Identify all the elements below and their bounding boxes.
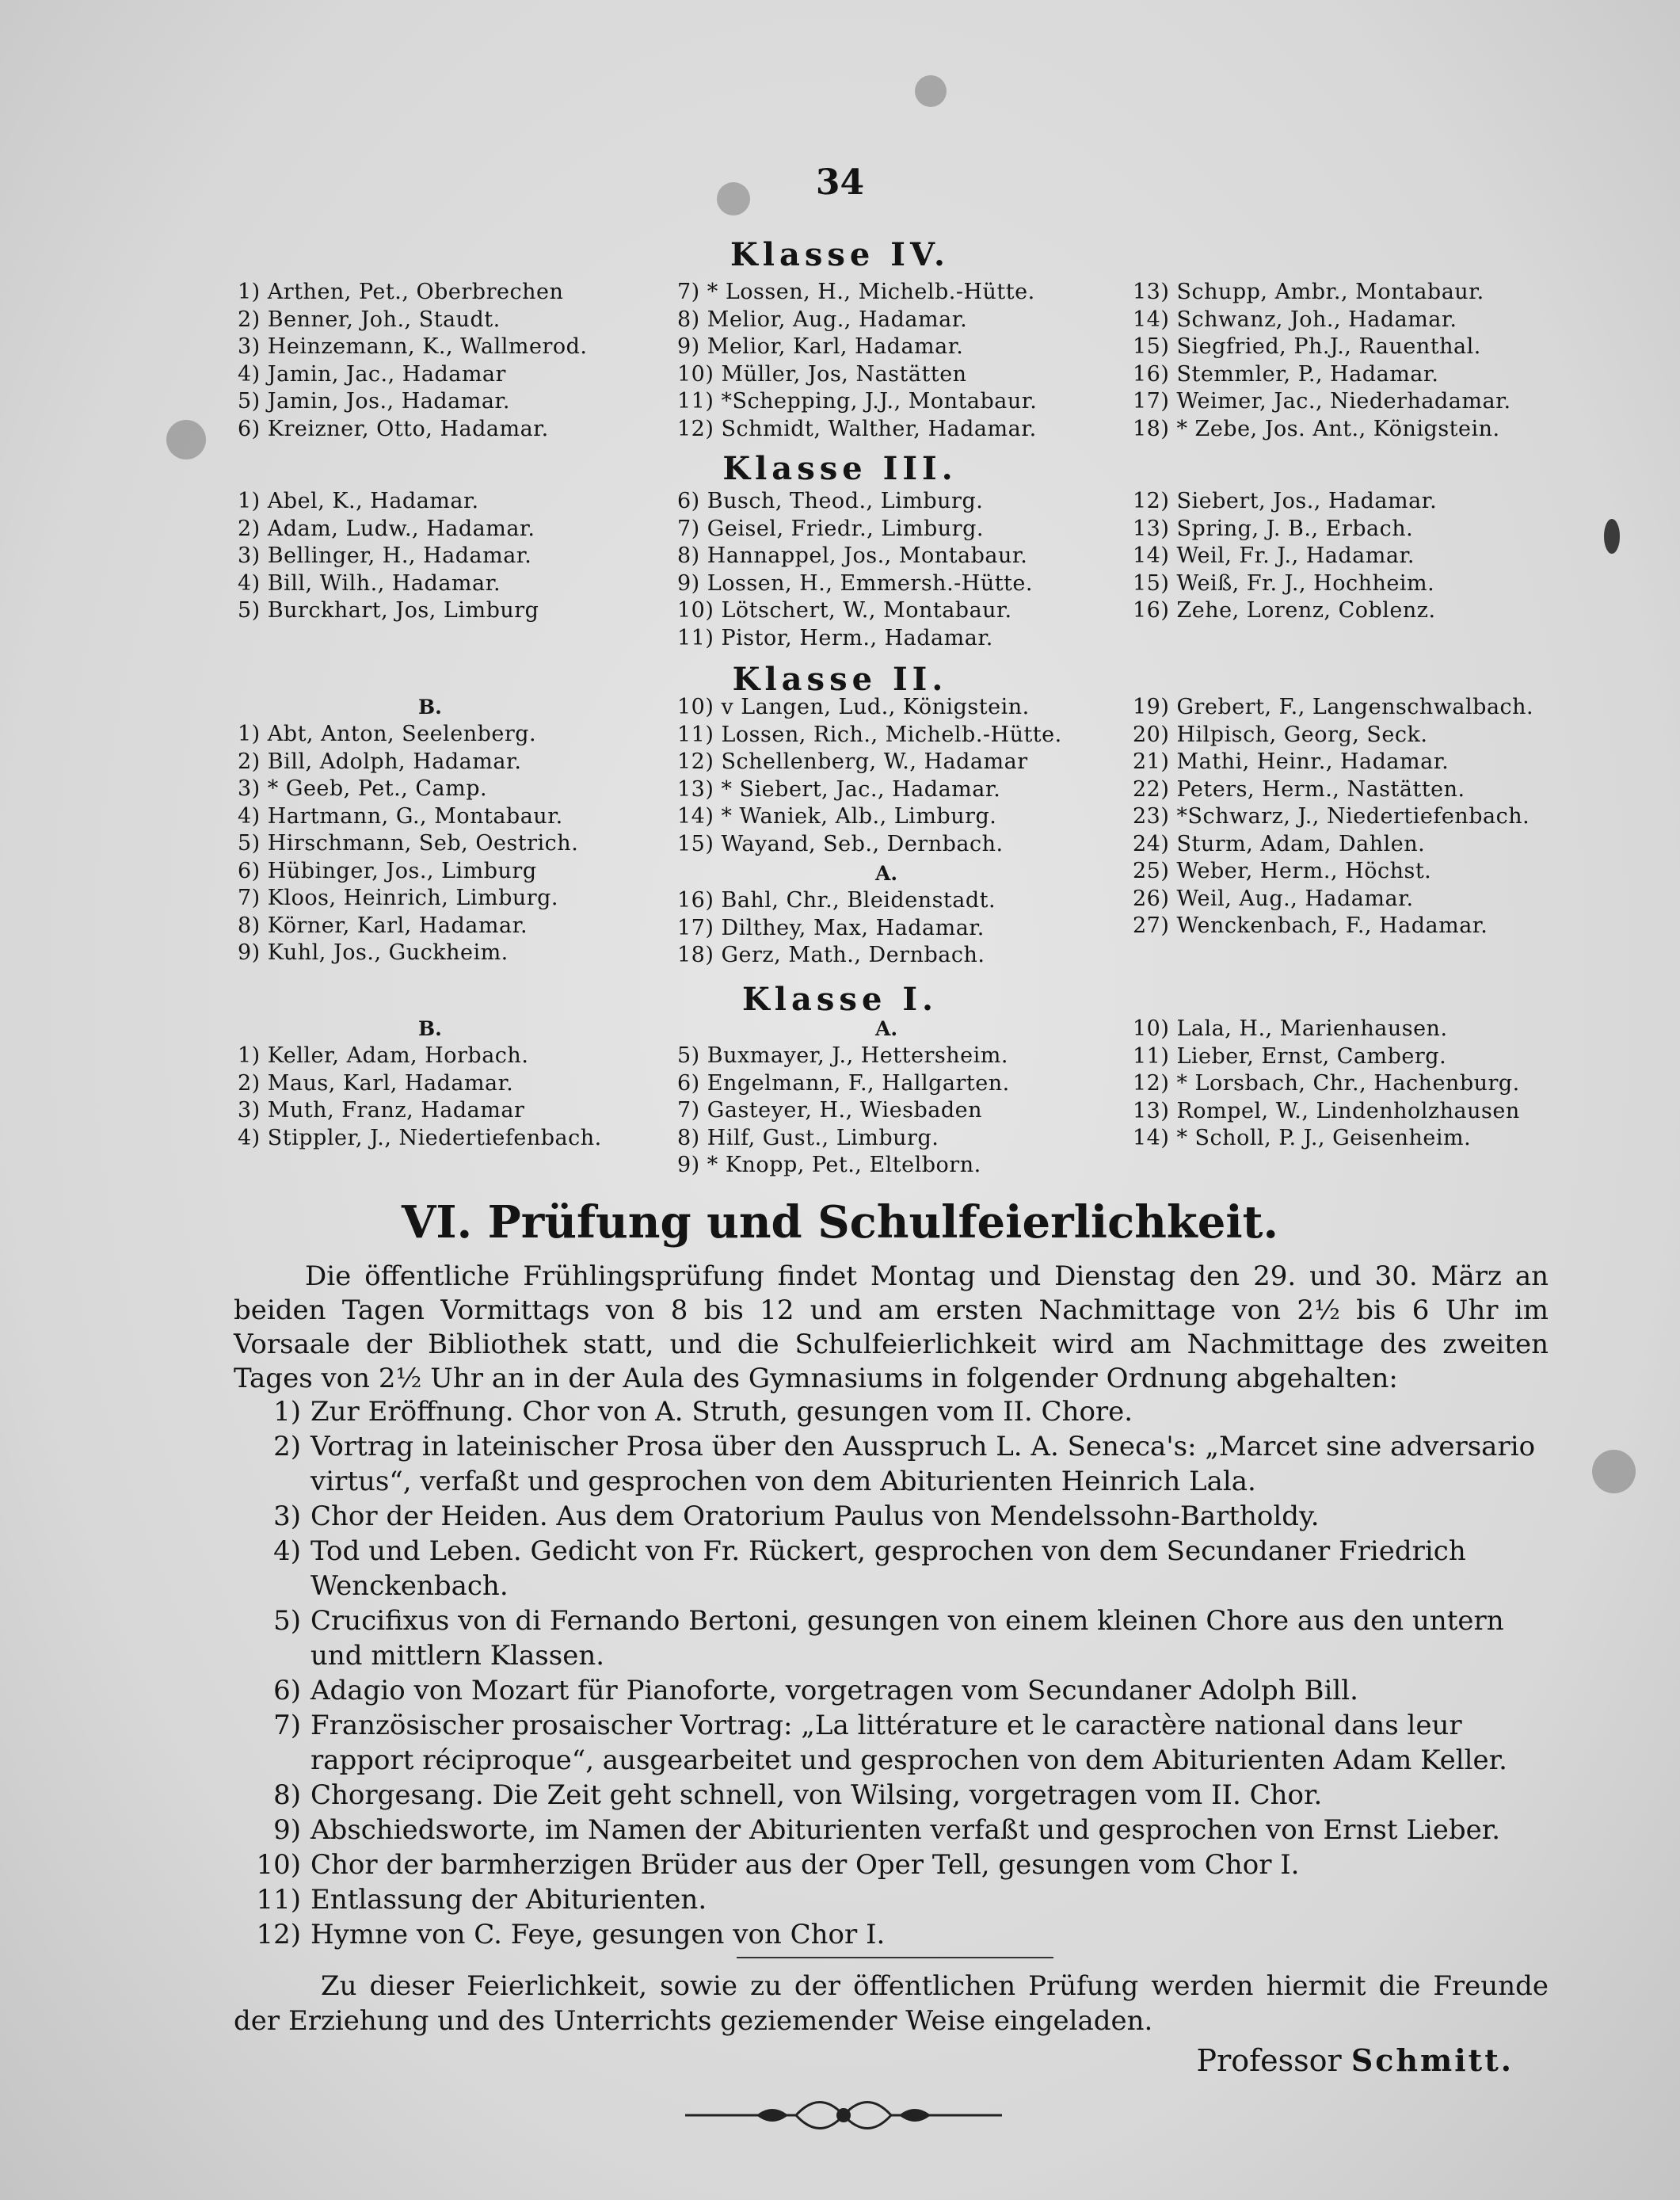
list-item: 5) Buxmayer, J., Hettersheim. bbox=[677, 1043, 1008, 1068]
list-item: 11) Lossen, Rich., Michelb.-Hütte. bbox=[677, 722, 1062, 747]
list-item: 1) Abt, Anton, Seelenberg. bbox=[238, 722, 537, 746]
program-number: 9) bbox=[273, 1814, 301, 1846]
list-item: 17) Weimer, Jac., Niederhadamar. bbox=[1133, 389, 1511, 414]
list-item: 3) Heinzemann, K., Wallmerod. bbox=[238, 334, 588, 359]
list-item: 18) * Zebe, Jos. Ant., Königstein. bbox=[1133, 416, 1500, 441]
klasse-iv-col1 bbox=[238, 279, 588, 443]
program-number: 8) bbox=[273, 1779, 301, 1811]
list-item: 19) Grebert, F., Langenschwalbach. bbox=[1133, 695, 1534, 719]
program-text: Tod und Leben. Gedicht von Fr. Rückert, gesprochen von dem Secundaner Friedrich Wenckenbach. bbox=[310, 1535, 1466, 1602]
program-number: 6) bbox=[273, 1675, 301, 1706]
list-item: 17) Dilthey, Max, Hadamar. bbox=[677, 915, 985, 940]
program-number: 12) bbox=[256, 1919, 301, 1950]
list-item: 6) Hübinger, Jos., Limburg bbox=[238, 858, 537, 883]
list-item: 2) Bill, Adolph, Hadamar. bbox=[238, 749, 522, 774]
program-text: Chorgesang. Die Zeit geht schnell, von Wilsing, vorgetragen vom II. Chor. bbox=[310, 1779, 1323, 1811]
list-item: 4) Bill, Wilh., Hadamar. bbox=[238, 570, 501, 596]
klasse-ii-col2a bbox=[677, 694, 1062, 858]
list-item: 8) Hilf, Gust., Limburg. bbox=[677, 1125, 939, 1150]
list-item: 22) Peters, Herm., Nastätten. bbox=[1133, 776, 1465, 802]
list-item: 3) Bellinger, H., Hadamar. bbox=[238, 543, 532, 568]
program-number: 11) bbox=[256, 1884, 301, 1916]
list-item: 11) *Schepping, J.J., Montabaur. bbox=[677, 389, 1038, 414]
list-item: 5) Jamin, Jos., Hadamar. bbox=[238, 389, 510, 414]
list-item: 7) Gasteyer, H., Wiesbaden bbox=[677, 1098, 983, 1123]
program-number: 2) bbox=[273, 1431, 301, 1462]
list-item: 12) Siebert, Jos., Hadamar. bbox=[1133, 489, 1438, 513]
klasse-i-col1 bbox=[238, 1043, 602, 1152]
program-number: 10) bbox=[256, 1849, 301, 1881]
klasse-iii-title: Klasse III. bbox=[722, 450, 958, 487]
list-item: 24) Sturm, Adam, Dahlen. bbox=[1133, 831, 1426, 856]
program-item bbox=[234, 1813, 1549, 1847]
list-item: 4) Jamin, Jac., Hadamar bbox=[238, 361, 506, 387]
list-item: 5) Burckhart, Jos, Limburg bbox=[238, 598, 539, 623]
list-item: 8) Körner, Karl, Hadamar. bbox=[238, 913, 528, 938]
program-number: 7) bbox=[273, 1710, 301, 1741]
list-item: 11) Pistor, Herm., Hadamar. bbox=[677, 625, 993, 650]
list-item: 13) Schupp, Ambr., Montabaur. bbox=[1133, 280, 1484, 304]
list-item: 8) Hannappel, Jos., Montabaur. bbox=[677, 543, 1028, 568]
program-item bbox=[234, 1882, 1549, 1917]
list-item: 20) Hilpisch, Georg, Seck. bbox=[1133, 722, 1428, 747]
klasse-ii-col2b bbox=[677, 887, 996, 970]
list-item: 27) Wenckenbach, F., Hadamar. bbox=[1133, 913, 1488, 938]
program-item bbox=[234, 1534, 1549, 1603]
list-item: 4) Stippler, J., Niedertiefenbach. bbox=[238, 1125, 602, 1150]
list-item: 10) Müller, Jos, Nastätten bbox=[677, 361, 967, 387]
list-item: 6) Kreizner, Otto, Hadamar. bbox=[238, 416, 549, 441]
klasse-ii-col3 bbox=[1133, 694, 1533, 940]
list-item: 3) Muth, Franz, Hadamar bbox=[238, 1098, 525, 1123]
list-item: 9) Kuhl, Jos., Guckheim. bbox=[238, 940, 509, 965]
list-item: 9) Lossen, H., Emmersh.-Hütte. bbox=[677, 570, 1033, 596]
list-item: 14) Schwanz, Joh., Hadamar. bbox=[1133, 307, 1457, 332]
ornament-icon bbox=[677, 2091, 1010, 2139]
intro-paragraph: Die öffentliche Frühlingsprüfung findet Montag und Dienstag den 29. und 30. März an beiden Tagen Vormittags von 8 bis 12 und am ersten Nachmittage von 2½ bis 6 Uhr im Vorsaale der Bibliothek statt, und die Schulfeierlichkeit wird am Nachmittage des zweiten Tages von 2½ Uhr an in der Aula des Gymnasiums in folgender Ordnung abgehalten: bbox=[234, 1260, 1549, 1394]
program-item bbox=[234, 1917, 1549, 1952]
invitation-paragraph: Zu dieser Feierlichkeit, sowie zu der öffentlichen Prüfung werden hiermit die Freunde der Erziehung und des Unterrichts geziemender Weise eingeladen. bbox=[234, 1970, 1549, 2037]
program-text: Entlassung der Abiturienten. bbox=[310, 1884, 707, 1916]
list-item: 1) Arthen, Pet., Oberbrechen bbox=[238, 280, 564, 304]
program-item bbox=[234, 1708, 1549, 1778]
list-item: 16) Zehe, Lorenz, Coblenz. bbox=[1133, 598, 1436, 623]
list-item: 2) Adam, Ludw., Hadamar. bbox=[238, 516, 535, 541]
klasse-iv-col2 bbox=[677, 279, 1037, 443]
klasse-ii-label-b: B. bbox=[418, 696, 442, 719]
program-number: 1) bbox=[273, 1396, 301, 1428]
list-item: 7) Geisel, Friedr., Limburg. bbox=[677, 516, 984, 541]
list-item: 6) Engelmann, F., Hallgarten. bbox=[677, 1070, 1010, 1096]
list-item: 6) Busch, Theod., Limburg. bbox=[677, 489, 984, 513]
list-item: 14) * Waniek, Alb., Limburg. bbox=[677, 804, 997, 829]
list-item: 25) Weber, Herm., Höchst. bbox=[1133, 859, 1432, 883]
list-item: 12) Schmidt, Walther, Hadamar. bbox=[677, 416, 1037, 441]
klasse-i-label-a: A. bbox=[875, 1017, 898, 1040]
program-text: Crucifixus von di Fernando Bertoni, gesungen von einem kleinen Chore aus den untern und mittlern Klassen. bbox=[310, 1605, 1504, 1672]
program-text: Chor der Heiden. Aus dem Oratorium Paulus von Mendelssohn-Bartholdy. bbox=[310, 1500, 1320, 1532]
list-item: 9) Melior, Karl, Hadamar. bbox=[677, 334, 964, 359]
ink-spot bbox=[1604, 519, 1620, 554]
list-item: 16) Bahl, Chr., Bleidenstadt. bbox=[677, 888, 996, 913]
list-item: 5) Hirschmann, Seb, Oestrich. bbox=[238, 831, 579, 856]
signature-name: Schmitt. bbox=[1350, 2042, 1514, 2078]
program-number: 4) bbox=[273, 1535, 301, 1567]
list-item: 10) Lötschert, W., Montabaur. bbox=[677, 598, 1012, 623]
list-item: 7) * Lossen, H., Michelb.-Hütte. bbox=[677, 280, 1035, 304]
section-title: VI. Prüfung und Schulfeierlichkeit. bbox=[401, 1196, 1278, 1249]
klasse-i-col3 bbox=[1133, 1016, 1520, 1153]
list-item: 15) Wayand, Seb., Dernbach. bbox=[677, 831, 1004, 856]
list-item: 12) Schellenberg, W., Hadamar bbox=[677, 749, 1028, 774]
program-text: Vortrag in lateinischer Prosa über den Ausspruch L. A. Seneca's: „Marcet sine adversario virtus“, verfaßt und gesprochen von dem Abiturienten Heinrich Lala. bbox=[310, 1431, 1536, 1497]
list-item: 23) *Schwarz, J., Niedertiefenbach. bbox=[1133, 804, 1530, 829]
list-item: 16) Stemmler, P., Hadamar. bbox=[1133, 361, 1439, 387]
program-text: Zur Eröffnung. Chor von A. Struth, gesungen vom II. Chore. bbox=[310, 1396, 1133, 1428]
list-item: 1) Abel, K., Hadamar. bbox=[238, 489, 479, 513]
klasse-i-label-b: B. bbox=[418, 1017, 442, 1040]
list-item: 2) Maus, Karl, Hadamar. bbox=[238, 1070, 514, 1096]
list-item: 13) Spring, J. B., Erbach. bbox=[1133, 516, 1414, 541]
list-item: 12) * Lorsbach, Chr., Hachenburg. bbox=[1133, 1071, 1520, 1096]
klasse-iii-col1 bbox=[238, 488, 539, 625]
list-item: 10) Lala, H., Marienhausen. bbox=[1133, 1016, 1448, 1041]
program-list bbox=[234, 1394, 1549, 1952]
list-item: 8) Melior, Aug., Hadamar. bbox=[677, 307, 968, 332]
list-item: 26) Weil, Aug., Hadamar. bbox=[1133, 886, 1414, 911]
list-item: 9) * Knopp, Pet., Eltelborn. bbox=[677, 1153, 981, 1177]
list-item: 18) Gerz, Math., Dernbach. bbox=[677, 943, 985, 967]
list-item: 3) * Geeb, Pet., Camp. bbox=[238, 776, 488, 801]
klasse-ii-label-a: A. bbox=[875, 862, 898, 885]
ink-spot bbox=[166, 420, 206, 459]
program-text: Französischer prosaischer Vortrag: „La littérature et le caractère national dans leur rapport réciproque“, ausgearbeitet und gesprochen von dem Abiturienten Adam Keller. bbox=[310, 1710, 1507, 1776]
list-item: 21) Mathi, Heinr., Hadamar. bbox=[1133, 749, 1450, 774]
program-item bbox=[234, 1847, 1549, 1882]
program-number: 5) bbox=[273, 1605, 301, 1637]
program-item bbox=[234, 1394, 1549, 1429]
program-text: Adagio von Mozart für Pianoforte, vorgetragen vom Secundaner Adolph Bill. bbox=[310, 1675, 1358, 1706]
list-item: 14) Weil, Fr. J., Hadamar. bbox=[1133, 543, 1415, 568]
ink-spot bbox=[915, 75, 947, 107]
list-item: 1) Keller, Adam, Horbach. bbox=[238, 1043, 529, 1068]
klasse-ii-col1 bbox=[238, 721, 578, 967]
program-text: Abschiedsworte, im Namen der Abiturienten verfaßt und gesprochen von Ernst Lieber. bbox=[310, 1814, 1501, 1846]
divider-rule bbox=[737, 1957, 1053, 1958]
program-text: Hymne von C. Feye, gesungen von Chor I. bbox=[310, 1919, 886, 1950]
signature bbox=[1197, 2042, 1514, 2078]
list-item: 13) Rompel, W., Lindenholzhausen bbox=[1133, 1098, 1520, 1123]
program-item bbox=[234, 1778, 1549, 1813]
klasse-iv-col3 bbox=[1133, 279, 1511, 443]
page-number: 34 bbox=[815, 162, 865, 203]
klasse-ii-title: Klasse II. bbox=[732, 661, 948, 698]
klasse-i-col2 bbox=[677, 1043, 1010, 1180]
ink-spot bbox=[717, 182, 750, 215]
list-item: 15) Siegfried, Ph.J., Rauenthal. bbox=[1133, 334, 1481, 359]
program-item bbox=[234, 1603, 1549, 1673]
ink-spot bbox=[1592, 1450, 1636, 1493]
klasse-iii-col2 bbox=[677, 488, 1033, 652]
program-item bbox=[234, 1429, 1549, 1499]
program-number: 3) bbox=[273, 1500, 301, 1532]
program-item bbox=[234, 1499, 1549, 1534]
klasse-i-title: Klasse I. bbox=[742, 981, 938, 1018]
list-item: 10) v Langen, Lud., Königstein. bbox=[677, 695, 1030, 719]
klasse-iv-title: Klasse IV. bbox=[730, 236, 950, 273]
signature-title: Professor bbox=[1196, 2043, 1342, 2078]
list-item: 4) Hartmann, G., Montabaur. bbox=[238, 803, 563, 829]
list-item: 14) * Scholl, P. J., Geisenheim. bbox=[1133, 1126, 1472, 1150]
list-item: 2) Benner, Joh., Staudt. bbox=[238, 307, 501, 332]
list-item: 13) * Siebert, Jac., Hadamar. bbox=[677, 776, 1001, 802]
program-text: Chor der barmherzigen Brüder aus der Oper Tell, gesungen vom Chor I. bbox=[310, 1849, 1300, 1881]
list-item: 15) Weiß, Fr. J., Hochheim. bbox=[1133, 570, 1435, 596]
program-item bbox=[234, 1673, 1549, 1708]
list-item: 7) Kloos, Heinrich, Limburg. bbox=[238, 886, 559, 910]
klasse-iii-col3 bbox=[1133, 488, 1437, 625]
list-item: 11) Lieber, Ernst, Camberg. bbox=[1133, 1043, 1447, 1069]
